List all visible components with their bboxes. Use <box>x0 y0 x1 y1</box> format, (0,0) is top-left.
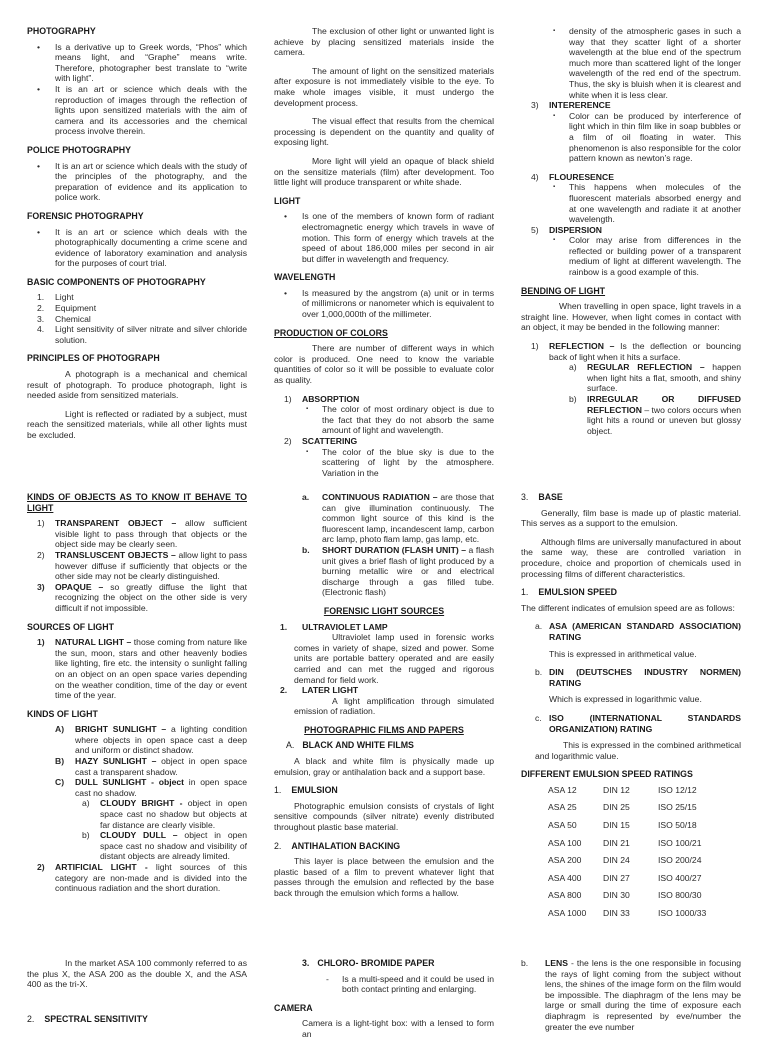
components-list <box>27 292 247 345</box>
table-row: ASA 50 DIN 15 ISO 50/18 <box>548 820 697 831</box>
list-item: B) HAZY SUNLIGHT – object in open space cast a transparent shadow. <box>55 756 247 777</box>
speed-types-list <box>521 667 741 688</box>
paragraph: This layer is place between the emulsion and the plastic based of a film to prevent whatever light that passes through the emulsion and reflected by the base back through the emulsion which forms a hallow. <box>274 856 494 898</box>
paragraph: Photographic emulsion consists of crystals of light sensitive compounds (silver nitrate) evenly distributed throughout plastic base material. <box>274 800 494 833</box>
list-item: ▪ The color of the blue sky is due to the scattering of light by the atmosphere. Variation in the <box>274 447 494 479</box>
heading-forensic-light-sources: FORENSIC LIGHT SOURCES <box>323 605 445 616</box>
forensic-sources-list <box>274 685 494 696</box>
heading-kinds-of-light: KINDS OF LIGHT <box>27 708 98 719</box>
list-item: b) CLOUDY DULL – object in open space cast no shadow and visibility of distant objects are already limited. <box>82 830 247 862</box>
reflection-sublist <box>521 362 741 436</box>
heading-photography: PHOTOGRAPHY <box>27 26 96 36</box>
bending-list <box>521 341 741 362</box>
colors-list <box>274 436 494 447</box>
page1-column-1 <box>27 26 247 449</box>
list-item: 1) ABSORPTION <box>284 393 360 404</box>
list-item: b. LENS - the lens is the one responsible in focusing the rays of light coming from the subject without lens, the shines of the image form on the film would be impossible. The diaphragm of the lens may be large or small during the time of exposure each diaphragm is represented by eve/number the greater the eve number <box>521 958 741 1032</box>
page3-column-3 <box>521 958 741 1040</box>
list-item: ▪ This happens when molecules of the fluorescent materials absorbed energy and at one wavelength and radiate it at another wavelength. <box>521 182 741 224</box>
list-item: • It is an art or science which deals with the reproduction of images through the reflection of lights upon sensitized materials with the aim of camera and its accessories and the chemical process involve therein. <box>27 84 247 137</box>
heading-camera: CAMERA <box>274 1002 313 1013</box>
list-item: • Is measured by the angstrom (a) unit or in terms of millimicrons or nanometer which is equivalent to over 1,000,000th of the millimeter. <box>274 288 494 320</box>
interference-bullets <box>521 111 741 164</box>
paragraph: Which is expressed in logarithmic value. <box>549 694 702 705</box>
paragraph: A light amplification through simulated emission of radiation. <box>294 695 494 717</box>
heading-films-and-papers: PHOTOGRAPHIC FILMS AND PAPERS <box>304 724 464 735</box>
list-item: C) DULL SUNLIGHT - object in open space cast no shadow. <box>55 777 248 798</box>
heading-kinds-of-objects: KINDS OF OBJECTS AS TO KNOW IT BEHAVE TO LIGHT <box>27 492 247 513</box>
page1-column-2 <box>274 26 494 486</box>
heading-production-of-colors: PRODUCTION OF COLORS <box>274 327 388 338</box>
list-item: ▪ Color can be produced by interference of light which in thin film like in soap bubbles or a film of oil floating in water. This phenomenon is also responsible for the color pattern known as newton’s rage. <box>521 111 741 164</box>
colors-list <box>521 172 741 183</box>
list-item: b. SHORT DURATION (FLASH UNIT) – a flash unit gives a brief flash of light produced by a burning metallic wire or and electrical discharge through a gas filled tube. (Electronic flash) <box>302 544 494 598</box>
paragraph: The amount of light on the sensitized materials after exposure is not immediately visible to the eye. To make whole images visible, it must undergo the development process. <box>274 65 494 108</box>
forensic-sources-list <box>274 622 494 633</box>
paragraph: More light will yield an opaque of black shield on the sensitize materials (film) after development. Too little light will produce transparent or white shade. <box>274 155 494 188</box>
kinds-list <box>27 724 247 798</box>
light-bullets <box>274 211 494 264</box>
table-row: ASA 800 DIN 30 ISO 800/30 <box>548 890 702 901</box>
heading-chloro-bromide: 3. CHLORO- BROMIDE PAPER <box>302 958 435 968</box>
page3-column-2 <box>274 958 494 1048</box>
heading-emulsion-speed: 1. EMULSION SPEED <box>521 587 618 598</box>
flourescence-bullets <box>521 182 741 224</box>
heading-spectral-sensitivity: 2. SPECTRAL SENSITIVITY <box>27 1013 148 1024</box>
artificial-sublist <box>274 492 494 598</box>
list-item: 4) FLOURESENCE <box>531 171 614 182</box>
heading-black-white-films: A. BLACK AND WHITE FILMS <box>286 740 414 751</box>
paragraph: The visual effect that results from the chemical processing is dependent on the quantity and quality of exposing light. <box>274 116 494 148</box>
heading-sources-of-light: SOURCES OF LIGHT <box>27 621 114 632</box>
forensic-bullets <box>27 227 247 269</box>
list-item: • Is a derivative up to Greek words, “Phos” which means light, and “Graphe” means write. Therefore, photographer best translate to “write with light”. <box>27 42 247 84</box>
list-item: A) BRIGHT SUNLIGHT – a lighting condition where objects in open space cast a deep and uniform or distinct shadow. <box>55 724 247 756</box>
objects-list <box>27 518 247 613</box>
paragraph: Generally, film base is made up of plastic material. This serves as a support to the emulsion. <box>521 507 741 529</box>
list-item: 2) TRANSLUSCENT OBJECTS – allow light to pass however diffuse if sufficiently that objects or the other side may not be clearly distinguished. <box>37 549 247 582</box>
page2-column-1 <box>27 492 247 902</box>
paragraph: Light is reflected or radiated by a subject, must reach the sensitized materials, while all other lights must be excluded. <box>27 408 247 440</box>
page2-column-3 <box>521 492 741 926</box>
speed-types-list <box>521 621 741 642</box>
cloudy-list <box>27 798 247 862</box>
heading-basic-components: BASIC COMPONENTS OF PHOTOGRAPHY <box>27 276 206 287</box>
paragraph: The different indicates of emulsion speed are as follows: <box>521 602 735 613</box>
paragraph: This is expressed in the combined arithmetical and logarithmic value. <box>535 740 741 761</box>
colors-list <box>274 394 494 405</box>
paragraph: Camera is a light-tight box: with a lensed to form an <box>302 1018 494 1039</box>
heading-police-photography: POLICE PHOTOGRAPHY <box>27 144 131 155</box>
police-bullets <box>27 161 247 203</box>
list-item: a) CLOUDY BRIGHT - object in open space cast no shadow but objects at far distance are clearly visible. <box>82 798 247 830</box>
list-item: b. DIN (DEUTSCHES INDUSTRY NORMEN) RATING <box>535 667 741 688</box>
list-item: 2) ARTIFICIAL LIGHT - light sources of this category are non-made and is divided into the continuous radiation and the short duration. <box>37 862 247 894</box>
list-item: 4. Light sensitivity of silver nitrate and silver chloride solution. <box>37 324 247 345</box>
dispersion-bullets <box>521 235 741 277</box>
heading-light: LIGHT <box>274 195 301 206</box>
table-row: ASA 12 DIN 12 ISO 12/12 <box>548 784 697 795</box>
list-item: - Is a multi-speed and it could be used in both contact printing and enlarging. <box>326 973 494 995</box>
absorption-bullets <box>274 404 494 436</box>
list-item: 2. Equipment <box>37 303 97 314</box>
list-item: 1. ULTRAVIOLET LAMP <box>280 621 388 632</box>
scattering-bullets <box>274 447 494 479</box>
heading-antihalation: 2. ANTIHALATION BACKING <box>274 840 401 851</box>
paragraph: The exclusion of other light or unwanted light is achieve by placing sensitized materials inside the camera. <box>274 26 494 58</box>
colors-list <box>521 100 741 111</box>
paragraph: There are number of different ways in which color is produced. One need to know the variable quantities of color so it will be possible to evaluate color as quality. <box>274 343 494 386</box>
heading-emulsion: 1. EMULSION <box>274 785 338 796</box>
sources-list <box>27 862 247 894</box>
list-item: 3. Chemical <box>37 313 91 324</box>
speed-ratings-table <box>548 785 738 926</box>
list-item: 5) DISPERSION <box>531 224 603 235</box>
chloro-bullets <box>274 974 494 995</box>
colors-list <box>521 225 741 236</box>
list-item: 1) NATURAL LIGHT – those coming from nature like the sun, moon, stars and other heavenly bodies like lighting, fire etc. the intensity o sunlight falling on an object on an open space varies depending on the weather condition, time of the day or event time of the year. <box>37 637 247 701</box>
page3-column-1 <box>27 958 247 1029</box>
sources-list <box>27 637 247 701</box>
list-item: a. CONTINUOUS RADIATION – are those that can give illumination continuously. The common light source of this kind is the fluorescent lamp, incandescent lamp, carbon arc lamp, photo flam lamp, gas lamp, etc. <box>302 492 494 545</box>
list-item: 2. LATER LIGHT <box>280 685 359 696</box>
list-item: ▪ The color of most ordinary object is due to the fact that they do not absorb the same amount of light and wavelength. <box>274 404 494 436</box>
list-item: • Is one of the members of known form of radiant electromagnetic energy which travels in wave of motion. This form of energy which travels at the speed of about 186,000 miles per second in air but differ in wavelength and frequency. <box>274 211 494 264</box>
list-item: ▪ density of the atmospheric gases in such a way that they scatter light of a shorter wavelength at the blue end of the spectrum much more than scattered light of the longer wavelength of the red end of the spectrum. Thus, the sky is bluish when it is clearest and white when it is less clear. <box>521 26 741 100</box>
table-row: ASA 400 DIN 27 ISO 400/27 <box>548 872 702 883</box>
heading-wavelength: WAVELENGTH <box>274 272 336 283</box>
photography-bullets <box>27 42 247 137</box>
list-item: 3) OPAQUE – so greatly diffuse the light that recognizing the object on the other side is very difficult if not impossible. <box>37 581 248 613</box>
speed-types-list <box>521 713 741 734</box>
wavelength-bullets <box>274 288 494 320</box>
table-row: ASA 1000 DIN 33 ISO 1000/33 <box>548 908 707 919</box>
page2-column-2 <box>274 492 494 907</box>
list-item: a. ASA (AMERICAN STANDARD ASSOCIATION) RATING <box>535 621 741 642</box>
heading-principles: PRINCIPLES OF PHOTOGRAPH <box>27 353 160 364</box>
paragraph: In the market ASA 100 commonly referred to as the plus X, the ASA 200 as the double X, and the ASA 400 as the tri-X. <box>27 958 247 990</box>
list-item: 1) TRANSPARENT OBJECT – allow sufficient visible light to pass through that objects or the object side may be clearly seen. <box>37 518 247 550</box>
heading-bending-of-light: BENDING OF LIGHT <box>521 285 606 296</box>
table-row: ASA 100 DIN 21 ISO 100/21 <box>548 837 702 848</box>
list-item: b) IRREGULAR OR DIFFUSED REFLECTION – two colors occurs when light hits a round or uneven but glossy object. <box>569 394 741 436</box>
list-item: 2) SCATTERING <box>284 436 358 446</box>
table-row: ASA 200 DIN 24 ISO 200/24 <box>548 855 702 866</box>
list-item: ▪ Color may arise from differences in the reflected or building power of a transparent medium of light at different wavelength. The rainbow is a good example of this. <box>521 235 741 277</box>
list-item: 1) REFLECTION – Is the deflection or bouncing back of light when it hits a surface. <box>531 341 741 362</box>
list-item: 1. Light <box>37 292 74 303</box>
paragraph: Ultraviolet lamp used in forensic works comes in variety of shape, sized and power. Some units are portable battery operated and are easily carried and can met the rugged and rigorous demand for field work. <box>294 632 494 685</box>
table-row: ASA 25 DIN 25 ISO 25/15 <box>548 802 697 813</box>
list-item: • It is an art or science which deals with the photographically documenting a crime scene and evidence of laboratory examination and analysis for the purposes of court trial. <box>27 227 247 269</box>
heading-speed-ratings: DIFFERENT EMULSION SPEED RATINGS <box>521 769 693 780</box>
scattering-continued <box>521 26 741 100</box>
paragraph: Although films are universally manufactured in about the same way, these are controlled variation in procedure, choice and proportion of chemicals used in processing films of different characteristics. <box>521 536 741 579</box>
paragraph: This is expressed in arithmetical value. <box>549 648 697 659</box>
paragraph: When travelling in open space, light travels in a straight line. However, when light comes in contact with an object, it may be bended in the following manner: <box>521 301 741 333</box>
heading-forensic-photography: FORENSIC PHOTOGRAPHY <box>27 210 144 221</box>
camera-parts-list <box>521 958 741 1032</box>
paragraph: A photograph is a mechanical and chemical result of photograph. To produce photograph, light is needed aside from sensitized materials. <box>27 369 247 401</box>
list-item: a) REGULAR REFLECTION – happen when light hits a flat, smooth, and shiny surface. <box>569 362 741 394</box>
list-item: • It is an art or science which deals with the study of the principles of the photography, and the preparation of evidence and its application to police work. <box>27 161 247 203</box>
heading-base: 3. BASE <box>521 492 563 502</box>
page1-column-3 <box>521 26 741 444</box>
list-item: 3) INTERERENCE <box>531 100 611 111</box>
paragraph: A black and white film is physically made up emulsion, gray or antihalation back and a support base. <box>274 756 494 777</box>
list-item: c. ISO (INTERNATIONAL STANDARDS ORGANIZATION) RATING <box>535 712 741 734</box>
